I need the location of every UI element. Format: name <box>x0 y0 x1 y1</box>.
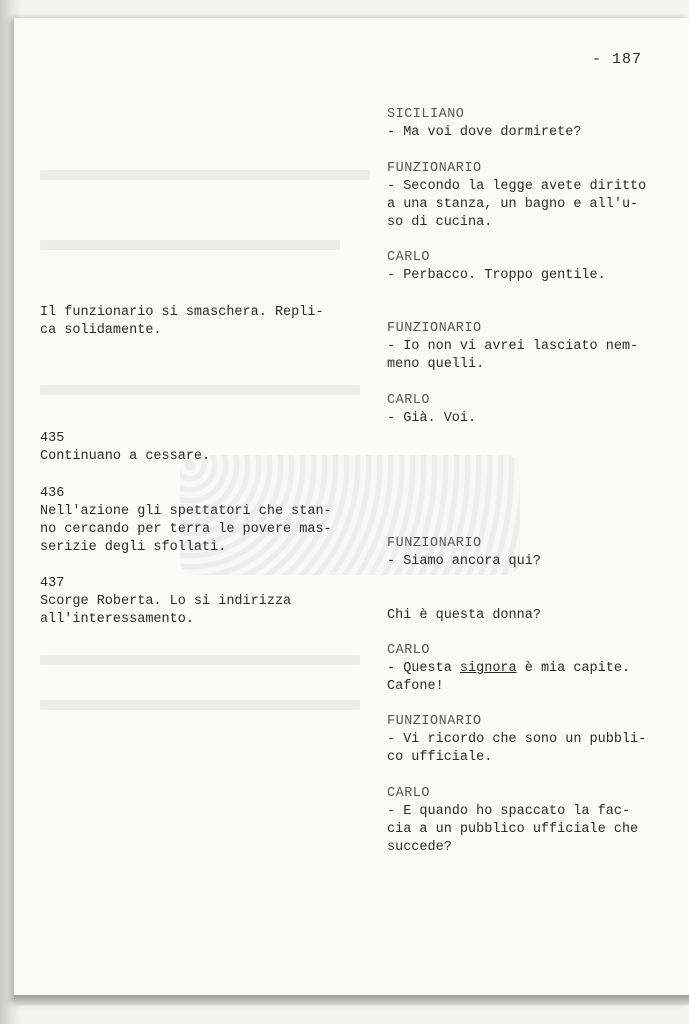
dialogue-block <box>387 785 687 857</box>
speaker-name: CARLO <box>387 786 431 801</box>
dialogue-block <box>387 535 687 571</box>
dialogue-line: meno quelli. <box>387 357 485 372</box>
dialogue-line: Cafone! <box>387 679 444 694</box>
direction-line: no cercando per terra le povere mas- <box>40 522 332 537</box>
dialogue-line: so di cucina. <box>387 215 493 230</box>
shot-number: 436 <box>40 486 65 501</box>
speaker-name: SICILIANO <box>387 107 465 122</box>
speaker-name: CARLO <box>387 250 431 265</box>
shot-number: 435 <box>40 431 65 446</box>
speaker-name: CARLO <box>387 643 431 658</box>
direction-block <box>40 485 375 557</box>
bleed-through-text <box>40 385 360 395</box>
dialogue-block <box>387 607 687 625</box>
dialogue-block <box>387 160 687 232</box>
dialogue-line: - Già. Voi. <box>387 411 477 426</box>
direction-block <box>40 430 375 466</box>
direction-line: Scorge Roberta. Lo si indirizza <box>40 594 292 609</box>
page-number: - 187 <box>592 51 643 68</box>
bleed-through-text <box>40 170 370 180</box>
speaker-name: FUNZIONARIO <box>387 321 482 336</box>
dialogue-block <box>387 642 687 696</box>
scan-bottom-edge <box>14 995 689 1005</box>
bleed-through-text <box>40 700 360 710</box>
dialogue-fragment: è mia capite. <box>516 661 631 676</box>
dialogue-line: - Perbacco. Troppo gentile. <box>387 268 606 283</box>
dialogue-line: Chi è questa donna? <box>387 608 541 623</box>
direction-line: serizie degli sfollati. <box>40 540 227 555</box>
dialogue-line: - Ma voi dove dormirete? <box>387 125 582 140</box>
dialogue-block <box>387 106 687 142</box>
dialogue-line: a una stanza, un bagno e all'u- <box>387 197 639 212</box>
bleed-through-text <box>40 240 340 250</box>
direction-line: Continuano a cessare. <box>40 449 211 464</box>
dialogue-line: cia a un pubblico ufficiale che <box>387 822 639 837</box>
dialogue-line: - Vi ricordo che sono un pubbli- <box>387 732 647 747</box>
speaker-name: FUNZIONARIO <box>387 161 482 176</box>
underlined-word: signora <box>459 661 517 676</box>
dialogue-block <box>387 713 687 767</box>
direction-line: Nell'azione gli spettatori che stan- <box>40 504 332 519</box>
dialogue-block <box>387 249 687 285</box>
shot-number: 437 <box>40 576 65 591</box>
dialogue-line: - E quando ho spaccato la fac- <box>387 804 631 819</box>
dialogue-fragment: - Questa <box>387 661 460 676</box>
direction-line: ca solidamente. <box>40 323 162 338</box>
dialogue-line: succede? <box>387 840 452 855</box>
dialogue-block <box>387 392 687 428</box>
direction-block <box>40 575 375 629</box>
dialogue-line <box>387 660 687 678</box>
bleed-through-text <box>40 655 360 665</box>
dialogue-block <box>387 320 687 374</box>
dialogue-line: - Io non vi avrei lasciato nem- <box>387 339 639 354</box>
dialogue-line: - Secondo la legge avete diritto <box>387 179 647 194</box>
speaker-name: FUNZIONARIO <box>387 536 482 551</box>
direction-line: Il funzionario si smaschera. Repli- <box>40 305 324 320</box>
speaker-name: CARLO <box>387 393 431 408</box>
dialogue-line: - Siamo ancora qui? <box>387 554 541 569</box>
direction-line: all'interessamento. <box>40 612 194 627</box>
speaker-name: FUNZIONARIO <box>387 714 482 729</box>
direction-block <box>40 304 375 340</box>
dialogue-line: co ufficiale. <box>387 750 493 765</box>
